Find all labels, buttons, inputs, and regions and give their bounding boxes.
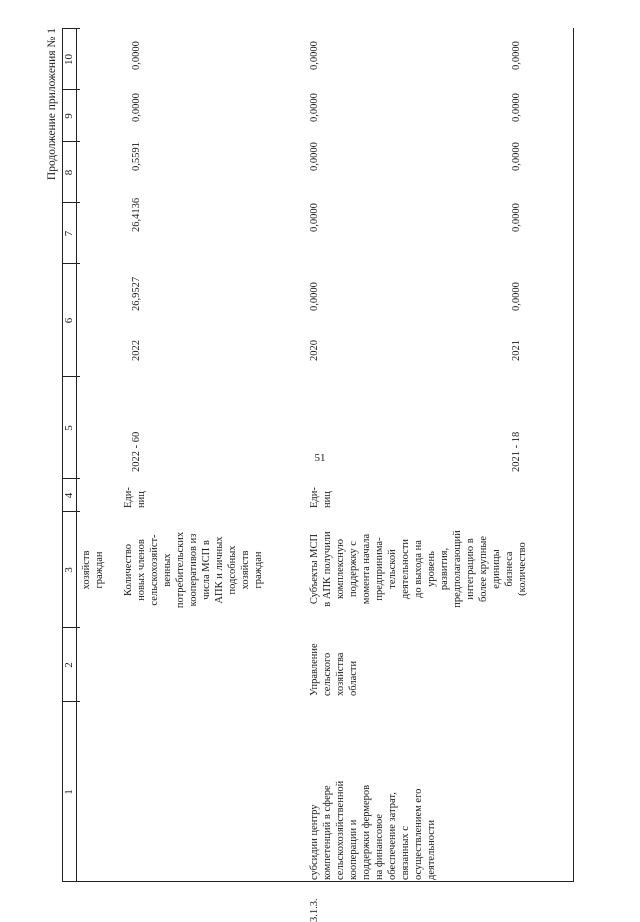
column-header: 6 [63, 317, 75, 324]
period-value: 2022 - 60 [131, 431, 142, 472]
header-bottom-rule [76, 28, 77, 882]
column-header: 7 [63, 230, 75, 237]
rotated-table-page [46, 28, 574, 922]
indicator-text: Количество новых членов сельскохозяйст- венных потребительских кооперативов из числа МСП в АПК и личных подсобных хозяйств граждан [123, 531, 264, 609]
indicator-continuation: хозяйств граждан [81, 550, 105, 590]
column-header: 10 [63, 54, 75, 65]
executor-text: Управление сельского хозяйства области [309, 643, 359, 696]
indicator-text: Субъекты МСП в АПК получили комплексную поддержку с момента начала предпринима- тельской деятельности до выхода на уровень развития, предполагающий интеграцию в более крупные единицы бизнеса (количество [309, 530, 528, 608]
value-col10: 0,0000 [131, 41, 142, 70]
value-col7: 0,0000 [309, 203, 320, 232]
table-header [62, 28, 76, 882]
value-col7: 0,0000 [511, 203, 522, 232]
page-number: 51 [314, 452, 326, 464]
unit-text: Еди- ниц [123, 487, 147, 508]
value-col9: 0,0000 [309, 93, 320, 122]
table-bottom-rule [573, 28, 574, 882]
value-col8: 0,0000 [309, 142, 320, 171]
value-col9: 0,0000 [131, 93, 142, 122]
period-value: 2021 - 18 [511, 431, 522, 472]
column-header: 5 [63, 425, 75, 431]
row-number: 3.1.3. [309, 898, 320, 922]
value-col7: 26,4136 [131, 197, 142, 232]
value-col10: 0,0000 [511, 41, 522, 70]
table-left-border [76, 881, 574, 882]
value-col9: 0,0000 [511, 93, 522, 122]
year-value: 2022 [131, 340, 142, 361]
column-header: 1 [63, 789, 75, 795]
appendix-note: Продолжение приложения № 1 [46, 28, 58, 181]
year-value: 2021 [511, 340, 522, 361]
column-header: 9 [63, 113, 75, 119]
column-header: 4 [63, 492, 75, 499]
value-col10: 0,0000 [309, 41, 320, 70]
value-col8: 0,0000 [511, 142, 522, 171]
year-value: 2020 [309, 340, 320, 361]
unit-text: Еди- ниц [309, 487, 333, 508]
measure-text: субсидии центру компетенций в сфере сельскохозяйственной кооперации и поддержки фермеров на финансовое обеспечение затрат, связанных с осуществлением его деятельности [309, 780, 437, 880]
column-header: 2 [63, 662, 75, 668]
value-col8: 0,5591 [131, 142, 142, 171]
value-col6: 26,9527 [131, 276, 142, 311]
value-col6: 0,0000 [309, 282, 320, 311]
column-header: 3 [63, 567, 75, 573]
value-col6: 0,0000 [511, 282, 522, 311]
column-header: 8 [63, 169, 75, 176]
